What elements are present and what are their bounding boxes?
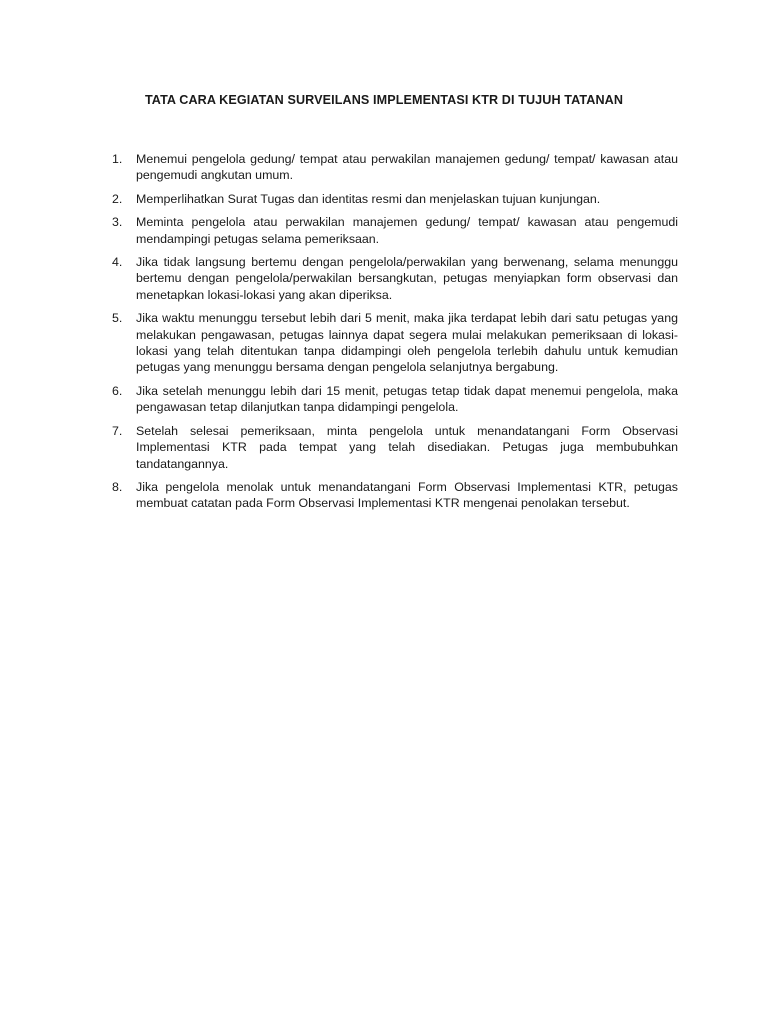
list-item [112,191,678,207]
item-number: 7. [112,423,123,438]
item-text: Jika setelah menunggu lebih dari 15 menit, petugas tetap tidak dapat menemui pengelola, maka pengawasan tetap dilanjutkan tanpa didampingi pengelola. [136,383,678,415]
list-item [112,479,678,512]
list-item [112,254,678,303]
item-number: 6. [112,383,123,398]
list-item [112,310,678,376]
item-number: 1. [112,152,123,166]
item-text: Meminta pengelola atau perwakilan manajemen gedung/ tempat/ kawasan atau pengemudi mendampingi petugas selama pemeriksaan. [136,215,678,246]
item-number: 3. [112,215,123,230]
item-text: Setelah selesai pemeriksaan, minta pengelola untuk menandatangani Form Observasi Implementasi KTR pada tempat yang telah disediakan. Petugas juga membubuhkan tandatangannya. [136,423,678,471]
item-text: Jika tidak langsung bertemu dengan pengelola/perwakilan yang berwenang, selama menunggu bertemu dengan pengelola/perwakilan bersangkutan, petugas menyiapkan form observasi dan menetapkan lokasi-lokasi yang akan diperiksa. [136,255,678,302]
item-text: Memperlihatkan Surat Tugas dan identitas resmi dan menjelaskan tujuan kunjungan. [136,191,601,206]
list-item [112,383,678,416]
list-item [112,151,678,184]
item-text: Menemui pengelola gedung/ tempat atau perwakilan manajemen gedung/ tempat/ kawasan atau pengemudi angkutan umum. [136,152,678,183]
document-title: TATA CARA KEGIATAN SURVEILANS IMPLEMENTASI KTR DI TUJUH TATANAN [144,93,624,107]
item-number: 4. [112,255,123,270]
procedure-list [112,151,678,519]
item-text: Jika pengelola menolak untuk menandatangani Form Observasi Implementasi KTR, petugas membuat catatan pada Form Observasi Implementasi KTR mengenai penolakan tersebut. [136,479,678,511]
list-item [112,423,678,472]
list-item [112,214,678,247]
item-text: Jika waktu menunggu tersebut lebih dari 5 menit, maka jika terdapat lebih dari satu petugas yang melakukan pengawasan, petugas lainnya dapat segera mulai melakukan pemeriksaan di lokasi-lokasi yang telah ditentukan tanpa didampingi oleh pengelola terlebih dahulu untuk kemudian petugas yang menunggu bersama dengan pengelola selanjutnya bergabung. [136,311,678,375]
item-number: 8. [112,479,123,494]
item-number: 2. [112,191,123,206]
item-number: 5. [112,311,123,326]
